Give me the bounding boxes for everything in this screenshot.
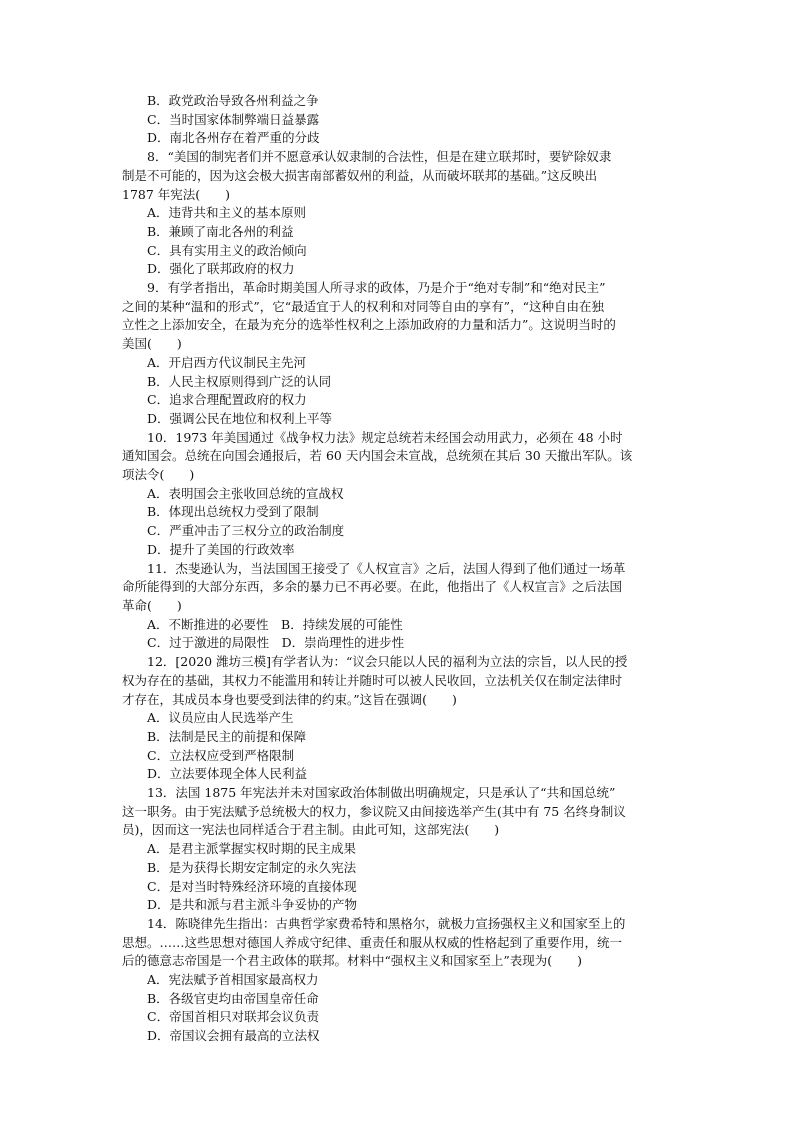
- question-text-line: 才存在，其成员本身也要受到法律的约束。”这旨在强调( ): [122, 691, 457, 707]
- question-text-line: 9．有学者指出，革命时期美国人所寻求的政体，乃是介于“绝对专制”和“绝对民主”: [147, 280, 606, 296]
- answer-option: A．开启西方代议制民主先河: [147, 354, 307, 370]
- question-text-line: 员)，因而这一宪法也同样适合于君主制。由此可知，这部宪法( ): [122, 822, 500, 838]
- question-text-line: 权为存在的基础，其权力不能滥用和转让并随时可以被人民收回，立法机关仅在制定法律时: [122, 672, 623, 688]
- answer-option: D．是共和派与君主派斗争妥协的产物: [147, 897, 358, 913]
- answer-option: A．是君主派掌握实权时期的民主成果: [147, 841, 357, 857]
- answer-option: D．南北各州存在着严重的分歧: [147, 130, 320, 146]
- question-text-line: 8．“美国的制宪者们并不愿意承认奴隶制的合法性，但是在建立联邦时，要铲除奴隶: [147, 149, 612, 165]
- question-text-line: 思想。……这些思想对德国人养成守纪律、重责任和服从权威的性格起到了重要作用，统一: [122, 934, 623, 950]
- question-text-line: 12．[2020 潍坊三模]有学者认为：“议会只能以人民的福利为立法的宗旨，以人民的授: [147, 654, 628, 670]
- question-text-line: 这一职务。由于宪法赋予总统极大的权力，参议院又由间接选举产生(其中有 75 名终身制议: [122, 803, 626, 819]
- answer-option: B．各级官吏均由帝国皇帝任命: [147, 990, 319, 1006]
- answer-option: B．人民主权原则得到广泛的认同: [147, 373, 332, 389]
- document-page: [122, 92, 678, 1046]
- answer-option: D．强化了联邦政府的权力: [147, 261, 295, 277]
- question-text-line: 命所能得到的大部分东西，多余的暴力已不再必要。在此，他指出了《人权宣言》之后法国: [122, 579, 623, 595]
- question-text-line: 立性之上添加安全，在最为充分的选举性权利之上添加政府的力量和活力”。这说明当时的: [122, 317, 616, 333]
- question-text-line: 10．1973 年美国通过《战争权力法》规定总统若未经国会动用武力，必须在 48 小时: [147, 429, 623, 445]
- answer-option: C．立法权应受到严格限制: [147, 747, 295, 763]
- question-text-line: 通知国会。总统在向国会通报后，若 60 天内国会未宣战，总统须在其后 30 天撤出军队。该: [122, 448, 633, 464]
- answer-option: B．兼顾了南北各州的利益: [147, 223, 294, 239]
- question-text-line: 之间的某种“温和的形式”，它“最适宜于人的权利和对同等自由的享有”，“这种自由在独: [122, 298, 604, 314]
- answer-option: C．追求合理配置政府的权力: [147, 392, 307, 408]
- answer-option: D．强调公民在地位和权利上平等: [147, 410, 333, 426]
- answer-option: C．当时国家体制弊端日益暴露: [147, 111, 320, 127]
- answer-option: B．法制是民主的前提和保障: [147, 728, 307, 744]
- answer-option: A．违背共和主义的基本原则: [147, 205, 307, 221]
- answer-option: A．不断推进的必要性 B．持续发展的可能性: [147, 616, 403, 632]
- answer-option: A．表明国会主张收回总统的宣战权: [147, 485, 344, 501]
- answer-option: C．严重冲击了三权分立的政治制度: [147, 523, 345, 539]
- answer-option: D．立法要体现全体人民利益: [147, 766, 308, 782]
- question-text-line: 14．陈晓律先生指出：古典哲学家费希特和黑格尔，就极力宣扬强权主义和国家至上的: [147, 915, 626, 931]
- answer-option: D．帝国议会拥有最高的立法权: [147, 1028, 320, 1044]
- question-text-line: 制是不可能的，因为这会极大损害南部蓄奴州的利益，从而破坏联邦的基础。”这反映出: [122, 167, 598, 183]
- question-text-line: 11．杰斐逊认为，当法国国王接受了《人权宣言》之后，法国人得到了他们通过一场革: [147, 560, 626, 576]
- answer-option: C．帝国首相只对联邦会议负责: [147, 1009, 320, 1025]
- answer-option: B．是为获得长期安定制定的永久宪法: [147, 859, 357, 875]
- question-text-line: 13．法国 1875 年宪法并未对国家政治体制做出明确规定，只是承认了“共和国总统”: [147, 785, 616, 801]
- answer-option: B．政党政治导致各州利益之争: [147, 93, 319, 108]
- answer-option: C．具有实用主义的政治倾向: [147, 242, 307, 258]
- question-text-line: 后的德意志帝国是一个君主政体的联邦。材料中“强权主义和国家至上”表现为( ): [122, 953, 583, 969]
- question-text-line: 1787 年宪法( ): [122, 186, 231, 202]
- question-text-line: 项法令( ): [122, 467, 195, 483]
- answer-option: A．宪法赋予首相国家最高权力: [147, 972, 319, 988]
- answer-option: C．是对当时特殊经济环境的直接体现: [147, 878, 357, 894]
- question-text-line: 革命( ): [122, 597, 182, 613]
- answer-option: A．议员应由人民选举产生: [147, 710, 294, 726]
- answer-option: D．提升了美国的行政效率: [147, 541, 295, 557]
- answer-option: B．体现出总统权力受到了限制: [147, 504, 319, 520]
- question-text-line: 美国( ): [122, 336, 182, 352]
- answer-option: C．过于激进的局限性 D．崇尚理性的进步性: [147, 635, 405, 651]
